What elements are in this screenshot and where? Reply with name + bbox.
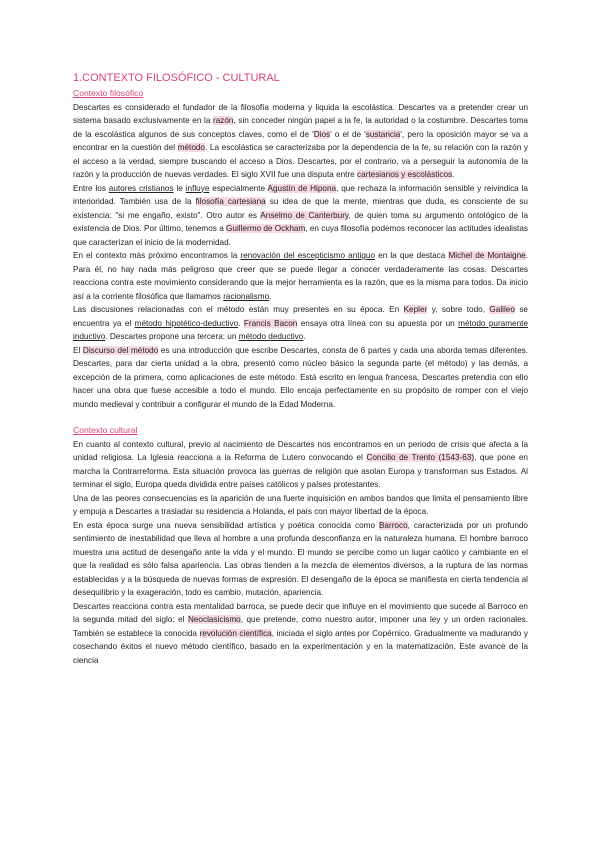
text-run: Descartes es considerado el fundador de la filosofía moderna y liquida la escolástica. Descartes va a pretender crear un sistema basado exclusivamente en la <box>73 102 528 125</box>
paragraph <box>73 182 528 250</box>
underlined-term: influye <box>185 183 210 193</box>
underlined-term: racionalismo <box>223 291 270 301</box>
highlighted-term: cartesianos y escolásticos <box>357 170 453 179</box>
text-run: Una de las peores consecuencias es la aparición de una fuerte inquisición en ambos bandos que limita el pensamiento libre y empuja a Descartes a trasladar su residencia a Holanda, el país con mayor libertad de la época. <box>73 493 528 516</box>
text-run: , que pretende, como nuestro autor, imponer una ley y un orden racionales. También se establece la conocida <box>73 615 528 638</box>
text-run: . <box>303 332 306 341</box>
paragraph <box>73 249 528 303</box>
text-run: El <box>73 345 83 355</box>
highlighted-term: método <box>177 143 205 152</box>
paragraph <box>73 344 528 412</box>
highlighted-term: sustancia <box>365 129 401 139</box>
highlighted-term: filosofía cartesiana <box>195 197 266 206</box>
document-title: 1.CONTEXTO FILOSÓFICO - CULTURAL <box>73 72 280 84</box>
document-content <box>73 71 528 667</box>
section-spacer <box>73 411 528 424</box>
text-run: especialmente <box>209 183 268 193</box>
text-run: . Descartes propone una tercera: un <box>105 332 239 341</box>
highlighted-term: Anselmo de Canterbury <box>260 210 349 220</box>
text-run: se encuentra ya el <box>73 305 528 328</box>
highlighted-term: Discurso del método <box>82 345 159 355</box>
highlighted-term: revolución científica <box>199 628 272 638</box>
text-run: En el contexto más próximo encontramos la <box>73 251 241 260</box>
text-run: es una introducción que escribe Descartes, consta de 6 partes y cada una aborda temas diferentes. Descartes, para dar cierta unidad a la obra, presentó como núcleo básico la segunda parte (el método) y las demás, a excepción de la primera, como aplicaciones de este método. Está escrito en lengua francesa, Descartes pretendía con ello hacer una obra que fuese accesible a todo el mundo. Ello encaja perfectamente en su propósito de romper con el viejo mundo medieval y contribuir a configurar el mundo de la Edad Moderna. <box>73 345 529 409</box>
text-run: , en cuya filosofía podemos reconocer las actitudes idealistas que caracterizan el inicio de la modernidad. <box>73 224 528 247</box>
highlighted-term: Francis Bacon <box>243 318 298 328</box>
text-run: , sin conceder ningún papel a la fe, la autoridad o la costumbre. Descartes toma de la escolástica algunos de sus conceptos claves, como el de ' <box>73 116 528 139</box>
text-run: , de quien toma su argumento ontológico de la existencia de Dios. Por último, tenemos a <box>73 210 528 233</box>
paragraph <box>73 101 528 182</box>
paragraph <box>73 600 528 668</box>
paragraph <box>73 519 528 600</box>
section-body-filosofico <box>73 101 528 412</box>
text-run: Entre los <box>73 183 109 193</box>
text-run: , caracterizada por un profundo sentimiento de inestabilidad que lleva al hombre a una profunda desconfianza en la naturaleza humana. El hombre barroco muestra una actitud de desengaño ante la vida y el mundo. El mundo se percibe como un lugar caótico y cambiante en el que la realidad es sólo falsa apariencia. Las obras tienden a la mezcla de elementos diversos, a la ruptura de las normas establecidas y a la búsqueda de nuevas formas de expresión. El desengaño de la época se manifiesta en cierta tendencia al desequilibrio y la exageración, todo es cambio, mutación, apariencia. <box>73 520 528 597</box>
text-run: . La escolástica se caracterizaba por la dependencia de la fe, su relación con la razón y el acceso a la verdad, siempre buscando el acceso a Dios. Descartes, por el contrario, va a perseguir la autonomía de la razón y la producción de nuevas verdades. El siglo XVII fue una disputa entre <box>73 143 528 179</box>
section-body-cultural <box>73 438 528 668</box>
paragraph <box>73 303 528 344</box>
underlined-term: método hipotético-deductivo <box>134 318 239 328</box>
highlighted-term: Michel de Montaigne <box>448 251 526 260</box>
text-run: ensaya otra línea con su apuesta por un <box>297 318 459 328</box>
text-run: En cuanto al contexto cultural, previo al nacimiento de Descartes nos encontramos en un periodo de crisis que afecta a la unidad religiosa. La Iglesia reacciona a la Reforma de Lutero convocando el <box>73 439 528 462</box>
text-run: . <box>269 291 272 301</box>
highlighted-term: Galileo <box>489 305 515 314</box>
text-run: Descartes reacciona contra esta mentalidad barroca, se puede decir que influye en el movimiento que sucede al Barroco en la segunda mitad del siglo: el <box>73 601 528 624</box>
highlighted-term: Kepler <box>403 305 428 314</box>
text-run: su idea de que la mente, mientras que duda, es consciente de su existencia: "si me engaño, existo". Otro autor es <box>73 197 528 220</box>
text-run: , iniciada el siglo antes por Copérnico. Gradualmente va madurando y cosechando éxitos el nuevo método científico, basado en la experimentación y en la matematización. Este avance de la ciencia <box>73 628 528 665</box>
highlighted-term: Neoclasicismo <box>187 615 241 624</box>
paragraph <box>73 492 528 519</box>
text-run: ', pero la oposición mayor se va a encontrar en la cuestión del <box>73 129 528 152</box>
underlined-term: método puramente inductivo <box>73 318 528 341</box>
text-run: en la que destaca <box>375 251 449 260</box>
text-run: , que rechaza la información sensible y reivindica la interioridad. También usa de la <box>73 183 528 206</box>
underlined-term: método deductivo <box>238 332 304 341</box>
highlighted-term: Concilio de Trento (1543-63) <box>366 453 475 462</box>
underlined-term: autores cristianos <box>108 183 174 193</box>
highlighted-term: Agustín de Hipona <box>267 183 337 193</box>
text-run: y, sobre todo, <box>427 305 490 314</box>
paragraph <box>73 438 528 492</box>
text-run: le <box>173 183 186 193</box>
highlighted-term: Dios <box>313 129 331 139</box>
section-heading-contexto-filosofico: Contexto filosófico <box>73 88 144 98</box>
text-run: ' o el de ' <box>330 129 366 139</box>
text-run: . <box>452 170 455 179</box>
highlighted-term: Barroco <box>378 520 408 530</box>
highlighted-term: razón <box>213 116 234 125</box>
text-run: . <box>238 318 244 328</box>
section-heading-contexto-cultural: Contexto cultural <box>73 425 138 435</box>
text-run: , que pone en marcha la Contrarreforma. Esta situación provoca las guerras de religión que asolan Europa y transforman sus Estados. Al terminar el siglo, Europa queda dividida entre países católicos y países protestantes. <box>73 453 528 489</box>
text-run: Las discusiones relacionadas con el método están muy presentes en su época. En <box>73 305 404 314</box>
text-run: . Para él, no hay nada más peligroso que creer que se puede llegar a conocer verdaderamente las cosas. Descartes reacciona contra este movimiento considerando que la mejor herramienta es la razón, que es la misma para todos. Da inicio así a la corriente filosófica que llamamos <box>73 251 528 301</box>
text-run: En esta época surge una nueva sensibilidad artística y poética conocida como <box>73 520 379 530</box>
underlined-term: renovación del escepticismo antiguo <box>240 251 376 260</box>
highlighted-term: Guillermo de Ockham <box>226 224 306 233</box>
